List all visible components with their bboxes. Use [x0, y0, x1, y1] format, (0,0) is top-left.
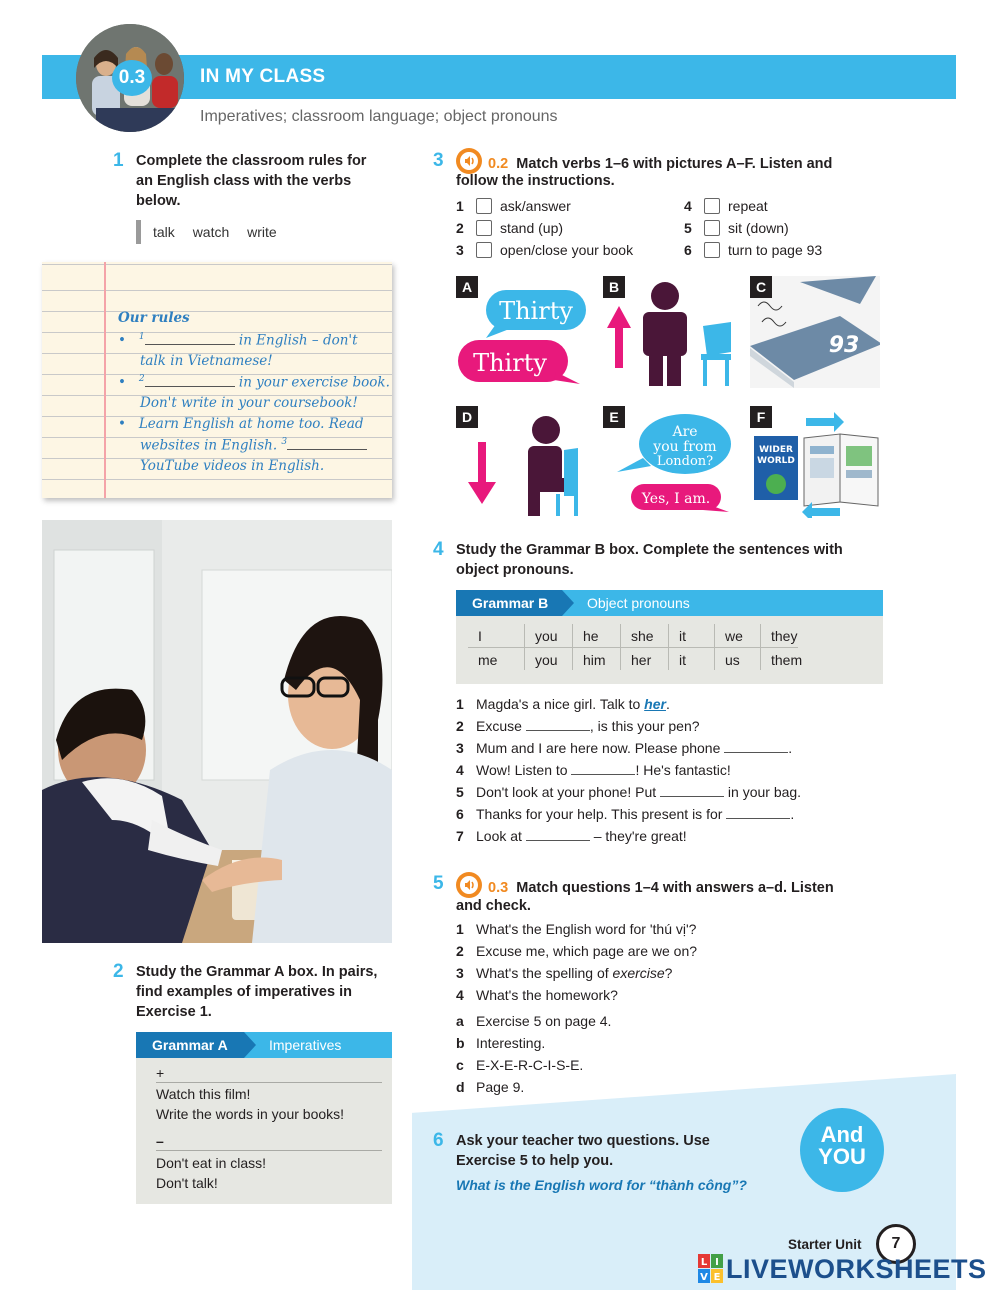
answer-d-text: Page 9. [476, 1079, 525, 1095]
question-1 [456, 919, 696, 941]
grammar-a-box [136, 1032, 392, 1204]
object-pronoun: them [771, 652, 803, 668]
footer-unit-label: Starter Unit [788, 1237, 862, 1252]
sentence-4-blank[interactable] [571, 762, 635, 775]
sentence-4-end: ! He's fantastic! [635, 762, 731, 778]
positive-example-2: Write the words in your books! [156, 1106, 345, 1122]
rule-2-text-a: in your exercise book. [238, 374, 390, 391]
answer-c-letter: c [456, 1057, 464, 1073]
question-3-end: ? [664, 965, 673, 981]
rule-1-text-b: talk in Vietnamese! [140, 353, 273, 369]
svg-text:L: L [700, 1257, 708, 1268]
book-title-world: WORLD [757, 456, 795, 466]
exercise-5-instruction-line2: and check. [456, 898, 531, 914]
page-number: 7 [876, 1224, 916, 1264]
rule-2-blank[interactable] [145, 375, 235, 387]
question-1-number: 1 [456, 921, 464, 937]
exercise-4-number: 4 [433, 539, 444, 560]
question-3-number: 3 [456, 965, 464, 981]
grammar-b-title: Object pronouns [587, 595, 690, 611]
lesson-subtitle: Imperatives; classroom language; object pronouns [200, 108, 558, 125]
exercise-5-instruction-row [456, 872, 834, 898]
object-pronoun: her [631, 652, 652, 668]
subject-pronoun: I [478, 628, 482, 644]
question-are: Are [672, 424, 698, 440]
sentence-5-blank[interactable] [660, 784, 724, 797]
sentence-3-number: 3 [456, 740, 464, 756]
verb-item-4 [684, 196, 768, 218]
svg-text:I: I [715, 1257, 719, 1268]
question-2-number: 2 [456, 943, 464, 959]
picture-b-letter: B [603, 276, 625, 298]
verb-5-text: sit (down) [728, 220, 789, 236]
verb-item-1 [456, 196, 571, 218]
subject-pronoun: he [572, 624, 599, 670]
sentence-7 [456, 826, 687, 848]
word-talk: talk [153, 224, 175, 240]
exercise-5-instruction-line1: Match questions 1–4 with answers a–d. Listen [516, 880, 834, 896]
question-4-number: 4 [456, 987, 464, 1003]
sentence-3-blank[interactable] [724, 740, 788, 753]
verb-2-text: stand (up) [500, 220, 564, 236]
picture-d-sit-down [456, 406, 586, 518]
rule-3-text-c: YouTube videos in English. [140, 458, 325, 474]
sentence-3 [456, 738, 792, 760]
rule-3-number: 3 [281, 437, 288, 447]
sentence-1 [456, 694, 670, 716]
picture-c-letter: C [750, 276, 772, 298]
verb-item-6 [684, 240, 822, 262]
exercise-6-number: 6 [433, 1130, 444, 1151]
sentence-4-text: Wow! Listen to [476, 762, 568, 778]
rule-1-blank[interactable] [145, 333, 235, 345]
sentence-7-text: Look at [476, 828, 522, 844]
answer-b [456, 1033, 545, 1055]
verb-2-number: 2 [456, 220, 464, 236]
grammar-b-box [456, 590, 883, 684]
lesson-number-badge: 0.3 [112, 60, 152, 96]
sentence-5 [456, 782, 801, 804]
rule-3-text-a: Learn English at home too. Read [138, 416, 364, 432]
sentence-6 [456, 804, 794, 826]
exercise-6-instruction-line2: Exercise 5 to help you. [456, 1153, 614, 1169]
picture-a-repeat [456, 276, 586, 388]
sentence-1-text: Magda's a nice girl. Talk to [476, 696, 641, 712]
answer-a-letter: a [456, 1013, 464, 1029]
subject-pronoun: it [668, 624, 686, 670]
object-pronoun: him [583, 652, 606, 668]
answer-d-letter: d [456, 1079, 465, 1095]
picture-f-open-close-book [750, 406, 880, 518]
bubble-thirty-1: Thirty [499, 297, 573, 325]
book-title-wider: WIDER [759, 445, 793, 455]
grammar-b-header [456, 590, 883, 616]
exercise-6-instruction-line1: Ask your teacher two questions. Use [456, 1133, 710, 1149]
exercise-6-example: What is the English word for “thành công”? [456, 1177, 747, 1193]
verb-3-number: 3 [456, 242, 464, 258]
sentence-4-number: 4 [456, 762, 464, 778]
exercise-1-number: 1 [113, 150, 124, 171]
rule-3-text-b: websites in English. [140, 437, 278, 454]
subject-pronoun-row [468, 624, 798, 648]
sentence-7-end: – they're great! [593, 828, 687, 844]
rule-3 [118, 416, 364, 432]
sentence-1-answer: her [644, 696, 666, 712]
picture-e-ask-answer [603, 406, 733, 518]
verb-item-5 [684, 218, 789, 240]
sentence-2-text: Excuse [476, 718, 522, 734]
question-3-text: What's the spelling of [476, 965, 609, 981]
subject-pronoun: they [760, 624, 797, 670]
rules-note [42, 262, 392, 498]
verb-2-checkbox[interactable] [476, 220, 492, 236]
question-london: London? [656, 454, 714, 469]
and-you-badge [800, 1108, 884, 1192]
sentence-3-text: Mum and I are here now. Please phone [476, 740, 721, 756]
svg-text:E: E [713, 1272, 721, 1283]
verb-4-number: 4 [684, 198, 692, 214]
answer-c [456, 1055, 583, 1077]
svg-text:V: V [700, 1272, 708, 1283]
exercise-5-number: 5 [433, 873, 444, 894]
answer-c-text: E-X-E-R-C-I-S-E. [476, 1057, 584, 1073]
answer-d [456, 1077, 524, 1099]
word-watch: watch [192, 224, 230, 240]
grammar-a-title: Imperatives [269, 1037, 342, 1053]
rule-2-bullet: • [118, 374, 126, 391]
note-margin-line [104, 262, 106, 498]
verb-4-text: repeat [728, 198, 768, 214]
sentence-1-number: 1 [456, 696, 464, 712]
sentence-5-number: 5 [456, 784, 464, 800]
verb-1-checkbox[interactable] [476, 198, 492, 214]
positive-example-1: Watch this film! [156, 1086, 251, 1102]
sentence-2 [456, 716, 700, 738]
verb-3-text: open/close your book [500, 242, 634, 258]
verb-3-checkbox[interactable] [476, 242, 492, 258]
verb-item-3 [456, 240, 633, 262]
picture-b-stand-up [603, 276, 733, 388]
answer-a [456, 1011, 611, 1033]
question-1-text: What's the English word for 'thú vị'? [476, 921, 697, 937]
sentence-7-number: 7 [456, 828, 464, 844]
question-2-text: Excuse me, which page are we on? [476, 943, 698, 959]
plus-sign: + [156, 1064, 382, 1083]
exercise-2-number: 2 [113, 961, 124, 982]
note-title: Our rules [118, 310, 190, 326]
picture-d-letter: D [456, 406, 478, 428]
verb-item-2 [456, 218, 563, 240]
sentence-6-blank[interactable] [726, 806, 790, 819]
verb-1-text: ask/answer [500, 198, 571, 214]
lesson-title: IN MY CLASS [200, 66, 326, 87]
picture-c-turn-to-page [750, 276, 880, 388]
exercise-1-instruction: Complete the classroom rules for an English class with the verbs below. [136, 153, 367, 209]
subject-pronoun: she [620, 624, 654, 670]
answer-a-text: Exercise 5 on page 4. [476, 1013, 612, 1029]
picture-f-letter: F [750, 406, 772, 428]
verb-5-checkbox[interactable] [704, 220, 720, 236]
exercise-3-instruction-line1: Match verbs 1–6 with pictures A–F. Listen and [516, 156, 833, 172]
and-you-line1: And [820, 1122, 864, 1147]
picture-e-letter: E [603, 406, 625, 428]
exercise-3-number: 3 [433, 150, 444, 171]
sentence-4 [456, 760, 731, 782]
exercise-3-instruction-line2: follow the instructions. [456, 173, 615, 189]
grammar-a-header [136, 1032, 392, 1058]
negative-example-2: Don't talk! [156, 1175, 218, 1191]
subject-pronoun: you [524, 624, 558, 670]
word-write: write [247, 224, 277, 240]
answer-yes-i-am: Yes, I am. [641, 491, 711, 507]
rule-3-bullet: • [118, 416, 126, 432]
sentence-2-number: 2 [456, 718, 464, 734]
liveworksheets-text: LIVEWORKSHEETS [726, 1254, 987, 1284]
rule-3-blank[interactable] [287, 438, 367, 450]
sentence-6-text: Thanks for your help. This present is for [476, 806, 723, 822]
object-pronoun-row [468, 648, 803, 672]
verb-6-number: 6 [684, 242, 692, 258]
minus-sign: – [156, 1132, 382, 1151]
rule-2 [118, 374, 390, 391]
rule-3-line-2 [140, 437, 367, 454]
sentence-7-blank[interactable] [526, 828, 590, 841]
sentence-6-end: . [790, 806, 795, 822]
rule-1-text-a: in English – don't [238, 332, 358, 349]
sentence-2-blank[interactable] [526, 718, 590, 731]
object-pronoun: you [535, 652, 558, 668]
grammar-a-tag: Grammar A [136, 1032, 244, 1058]
rule-2-number: 2 [138, 374, 145, 384]
teacher-student-photo [42, 520, 392, 943]
verb-5-number: 5 [684, 220, 692, 236]
grammar-a-body [136, 1058, 392, 1204]
grammar-b-tag: Grammar B [456, 590, 562, 616]
rule-2-text-b: Don't write in your coursebook! [140, 395, 358, 411]
rule-1-bullet: • [118, 332, 126, 349]
question-3-italic-word: exercise [612, 965, 665, 981]
negative-example-1: Don't eat in class! [156, 1155, 267, 1171]
question-4 [456, 985, 618, 1007]
rule-1 [118, 332, 358, 349]
bubble-thirty-2: Thirty [473, 349, 547, 377]
object-pronoun: us [725, 652, 740, 668]
word-box [136, 220, 291, 244]
question-3 [456, 963, 672, 985]
subject-pronoun: we [714, 624, 743, 670]
grammar-b-body [456, 616, 883, 684]
liveworksheets-logo-icon [698, 1254, 724, 1284]
page-93-label: 93 [828, 333, 860, 358]
answer-b-text: Interesting. [476, 1035, 546, 1051]
question-4-text: What's the homework? [476, 987, 618, 1003]
rule-1-number: 1 [138, 332, 145, 342]
exercise-2-instruction: Study the Grammar A box. In pairs, find examples of imperatives in Exercise 1. [136, 964, 378, 1020]
sentence-6-number: 6 [456, 806, 464, 822]
and-you-line2: YOU [818, 1144, 866, 1169]
verb-6-checkbox[interactable] [704, 242, 720, 258]
sentence-5-text: Don't look at your phone! Put [476, 784, 657, 800]
audio-track-0-2: 0.2 [488, 156, 509, 172]
sentence-2-end: , is this your pen? [589, 718, 700, 734]
sentence-5-end: in your bag. [727, 784, 802, 800]
object-pronoun: it [679, 652, 686, 668]
audio-icon[interactable] [456, 872, 482, 898]
audio-track-0-3: 0.3 [488, 880, 509, 896]
sentence-3-end: . [788, 740, 793, 756]
object-pronoun: me [478, 652, 498, 668]
verb-1-number: 1 [456, 198, 464, 214]
answer-b-letter: b [456, 1035, 465, 1051]
question-you-from: you from [653, 439, 717, 455]
picture-a-letter: A [456, 276, 478, 298]
exercise-4-instruction: Study the Grammar B box. Complete the sentences with object pronouns. [456, 542, 843, 578]
sentence-1-end: . [665, 696, 670, 712]
question-2 [456, 941, 697, 963]
verb-6-text: turn to page 93 [728, 242, 823, 258]
verb-4-checkbox[interactable] [704, 198, 720, 214]
